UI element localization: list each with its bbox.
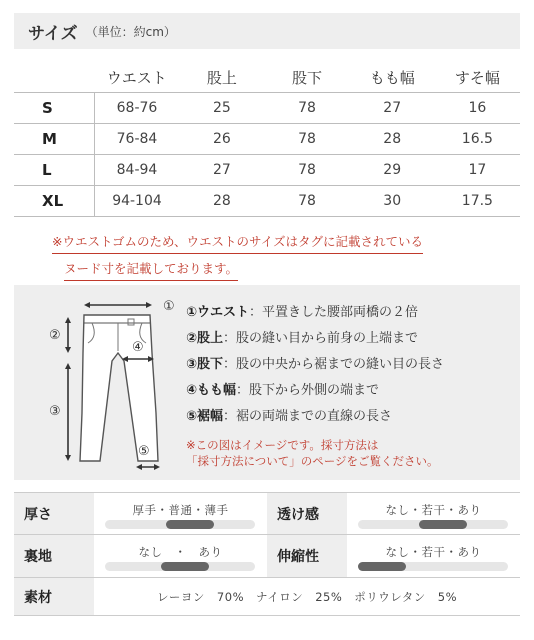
marker-rise: ② — [49, 328, 61, 343]
table-cell: 76-84 — [94, 123, 179, 154]
table-cell: 29 — [350, 154, 435, 185]
table-cell: 28 — [350, 123, 435, 154]
measurement-diagram — [14, 285, 520, 480]
waist-note-text: ヌード寸を記載しております。 — [64, 261, 239, 276]
column-header-waist: ウエスト — [106, 69, 167, 88]
property-row — [14, 535, 520, 578]
size-label: M — [14, 123, 94, 154]
size-table-header — [14, 64, 520, 92]
note-underline — [52, 253, 423, 254]
measurement-desc: ：股下から外側の端まで — [236, 383, 380, 398]
list-item — [186, 352, 444, 378]
table-row — [14, 92, 520, 123]
diagram-note-line1: ※この図はイメージです。採寸方法は — [186, 438, 379, 452]
size-title: サイズ — [28, 23, 78, 44]
measurement-desc: ：股の縫い目から前身の上端まで — [223, 331, 419, 346]
table-cell: 16 — [435, 92, 520, 123]
table-cell: 27 — [350, 92, 435, 123]
measurement-term: ②股上 — [186, 331, 224, 346]
column-header-thigh: もも幅 — [369, 69, 415, 88]
measurement-desc: ：裾の両端までの直線の長さ — [223, 409, 393, 424]
thickness-options: 厚手・普通・薄手 — [132, 503, 229, 517]
stretch-scale — [347, 535, 520, 577]
table-cell: 78 — [264, 185, 349, 216]
table-cell: 78 — [264, 123, 349, 154]
size-table-corner — [14, 64, 94, 92]
measurement-term: ①ウエスト — [186, 305, 250, 320]
measurement-term: ③股下 — [186, 357, 224, 372]
measurement-list — [186, 300, 444, 430]
lining-label: 裏地 — [14, 535, 94, 577]
lining-options: なし ・ あり — [138, 545, 223, 559]
thickness-scale — [94, 493, 267, 534]
sheerness-scale — [347, 493, 520, 534]
stretch-marker — [358, 562, 406, 571]
table-row — [14, 123, 520, 154]
table-cell: 78 — [264, 92, 349, 123]
list-item — [186, 300, 444, 326]
diagram-note — [186, 437, 439, 469]
diagram-note-line2: 「採寸方法について」のページをご覧ください。 — [186, 454, 439, 468]
sheerness-marker — [419, 520, 467, 529]
table-row — [14, 185, 520, 216]
sheerness-options: なし・若干・あり — [385, 503, 482, 517]
table-cell: 25 — [179, 92, 264, 123]
column-header-rise: 股上 — [206, 69, 237, 88]
measurement-desc: ：股の中央から裾までの縫い目の長さ — [223, 357, 445, 372]
table-cell: 84-94 — [94, 154, 179, 185]
table-cell: 16.5 — [435, 123, 520, 154]
waist-note-line2 — [64, 259, 238, 281]
measurement-term: ⑤裾幅 — [186, 409, 224, 424]
table-cell: 78 — [264, 154, 349, 185]
table-cell: 26 — [179, 123, 264, 154]
note-underline — [64, 280, 238, 281]
column-header-inseam: 股下 — [292, 69, 323, 88]
sheerness-label: 透け感 — [267, 493, 347, 534]
thickness-label: 厚さ — [14, 493, 94, 534]
lining-scale — [94, 535, 267, 577]
waist-note-text: ※ウエストゴムのため、ウエストのサイズはタグに記載されている — [52, 234, 423, 249]
fabric-properties — [14, 492, 520, 616]
marker-thigh: ④ — [132, 340, 144, 355]
list-item — [186, 378, 444, 404]
size-label: XL — [14, 185, 94, 216]
table-cell: 28 — [179, 185, 264, 216]
size-label: L — [14, 154, 94, 185]
table-cell: 68-76 — [94, 92, 179, 123]
table-cell: 30 — [350, 185, 435, 216]
table-cell: 94-104 — [94, 185, 179, 216]
measurement-desc: ：平置きした腰部両橋の２倍 — [249, 305, 419, 320]
table-cell: 17 — [435, 154, 520, 185]
size-header — [14, 13, 520, 49]
marker-inseam: ③ — [49, 404, 61, 419]
size-label: S — [14, 92, 94, 123]
stretch-label: 伸縮性 — [267, 535, 347, 577]
column-header-hem: すそ幅 — [454, 69, 500, 88]
measurement-term: ④もも幅 — [186, 383, 237, 398]
material-composition: レーヨン 70% ナイロン 25% ポリウレタン 5% — [156, 589, 458, 604]
pants-illustration — [28, 293, 178, 473]
table-cell: 27 — [179, 154, 264, 185]
marker-hem: ⑤ — [138, 444, 150, 459]
table-cell: 17.5 — [435, 185, 520, 216]
thickness-marker — [166, 520, 214, 529]
material-label: 素材 — [14, 578, 94, 615]
table-row — [14, 154, 520, 185]
waist-note-line1 — [52, 232, 423, 254]
property-row — [14, 492, 520, 535]
lining-marker — [161, 562, 209, 571]
property-row — [14, 578, 520, 616]
list-item — [186, 326, 444, 352]
stretch-options: なし・若干・あり — [385, 545, 482, 559]
list-item — [186, 404, 444, 430]
marker-waist: ① — [163, 299, 175, 314]
size-table — [14, 64, 520, 217]
size-unit: （単位：約cm） — [85, 24, 176, 39]
